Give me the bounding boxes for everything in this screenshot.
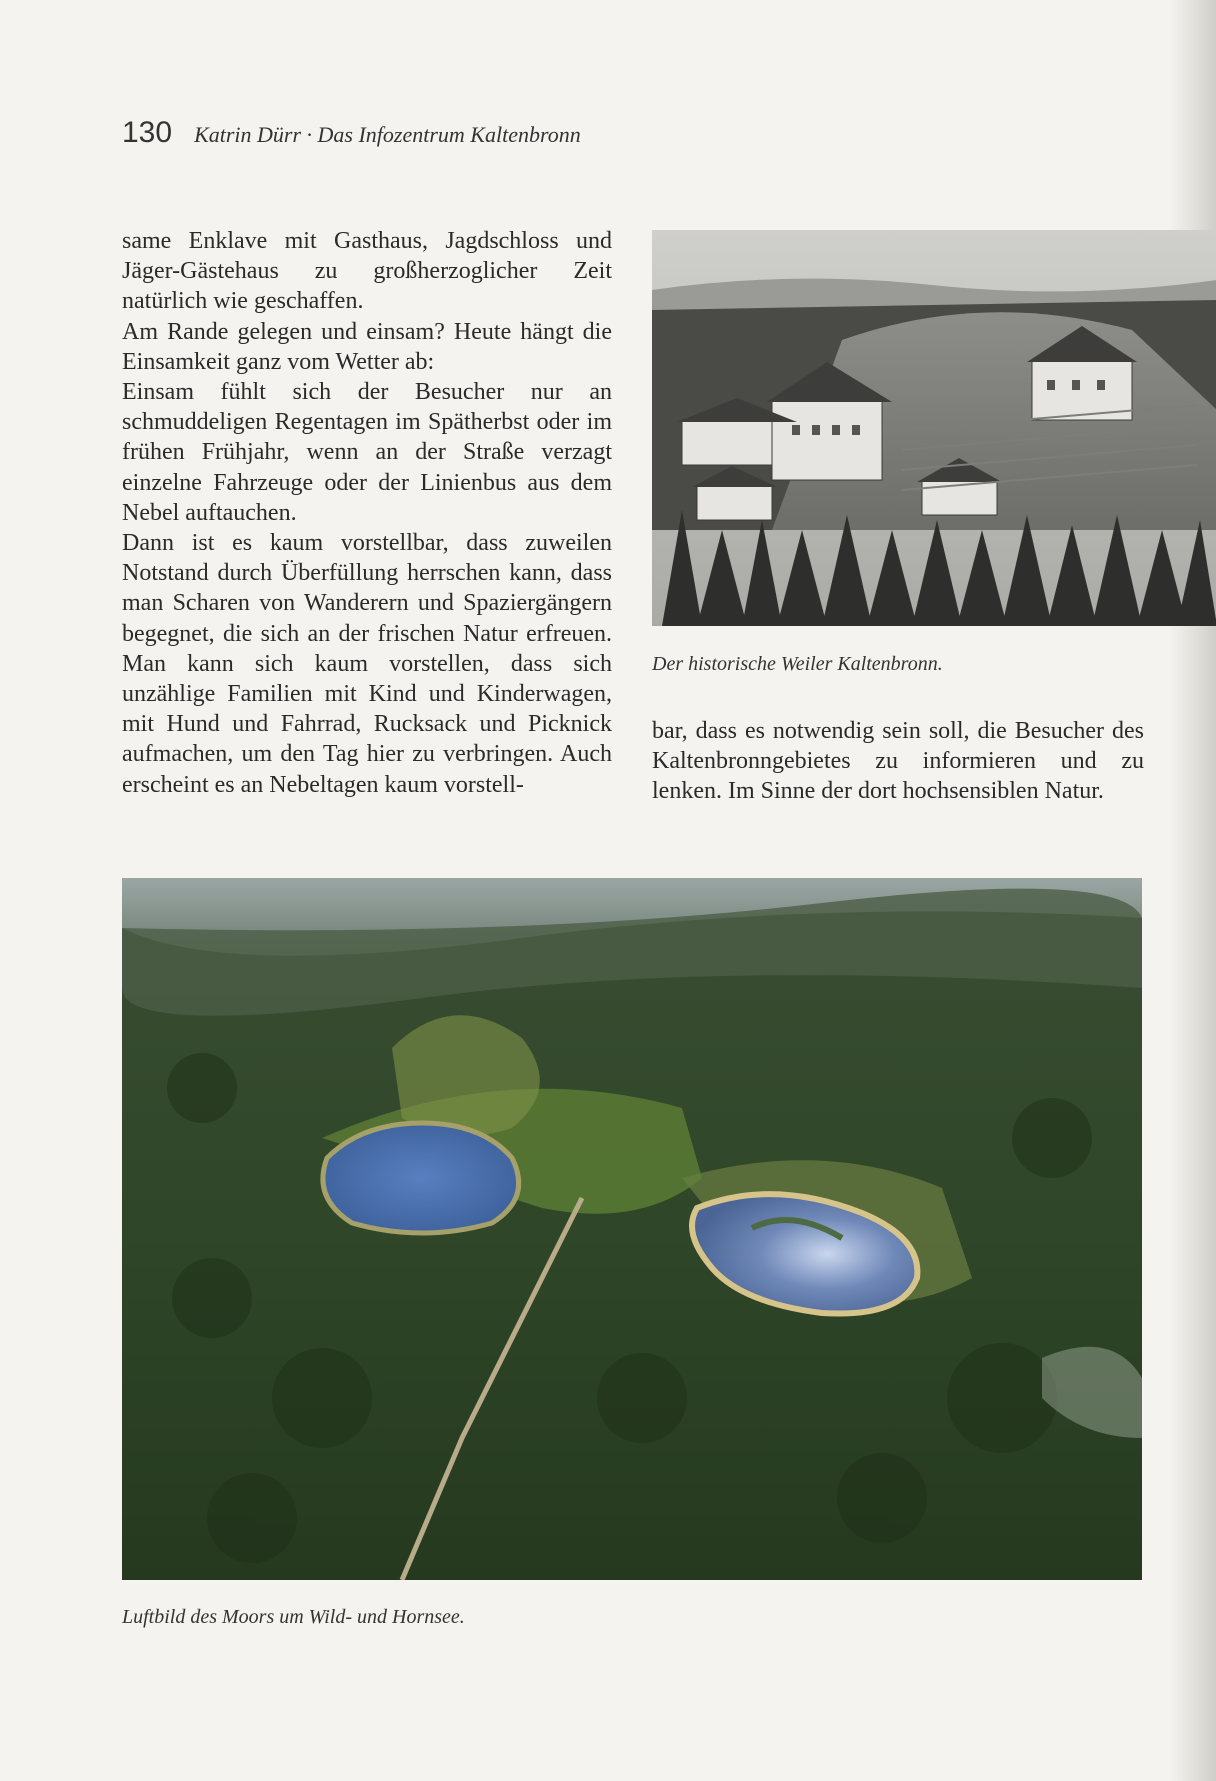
aerial-moor-photo [122,878,1142,1580]
right-text-column [652,716,1144,807]
historic-photo-illustration [652,230,1216,626]
paragraph: bar, dass es notwendig sein soll, die Besucher des Kaltenbronngebietes zu informieren und zu lenken. Im Sinne der dort hochsensiblen Natur. [652,718,1144,805]
running-title: Katrin Dürr · Das Infozentrum Kaltenbronn [194,122,581,147]
historic-village-photo [652,230,1216,626]
paragraph: Dann ist es kaum vorstellbar, dass zuweilen Notstand durch Überfüllung herrschen kann, dass man Scharen von Wanderern und Spaziergängern begegnet, die sich an der frischen Natur erfreuen. Man kann sich kaum vorstellen, dass sich unzählige Familien mit Kind und Kinderwagen, mit Hund und Fahrrad, Rucksack und Picknick aufmachen, um den Tag hier zu verbringen. Auch erscheint es an Nebeltagen kaum vorstell- [122,530,612,798]
paragraph: Am Rande gelegen und einsam? Heute hängt die Einsamkeit ganz vom Wetter ab: [122,318,612,375]
paragraph: Einsam fühlt sich der Besucher nur an schmuddeligen Regentagen im Spätherbst oder im frühen Frühjahr, wenn an der Straße verzagt einzelne Fahrzeuge oder der Linienbus aus dem Nebel auftauchen. [122,379,612,526]
historic-photo-caption: Der historische Weiler Kaltenbronn. [652,653,943,675]
page-header [122,116,581,150]
show-through-text [1150,120,1157,150]
aerial-photo-caption: Luftbild des Moors um Wild- und Hornsee. [122,1606,465,1628]
left-text-column [122,226,612,800]
page-number: 130 [122,116,173,149]
paragraph: same Enklave mit Gasthaus, Jagdschloss und Jäger-Gästehaus zu großherzoglicher Zeit natürlich wie geschaffen. [122,228,612,315]
aerial-photo-illustration [122,878,1142,1580]
